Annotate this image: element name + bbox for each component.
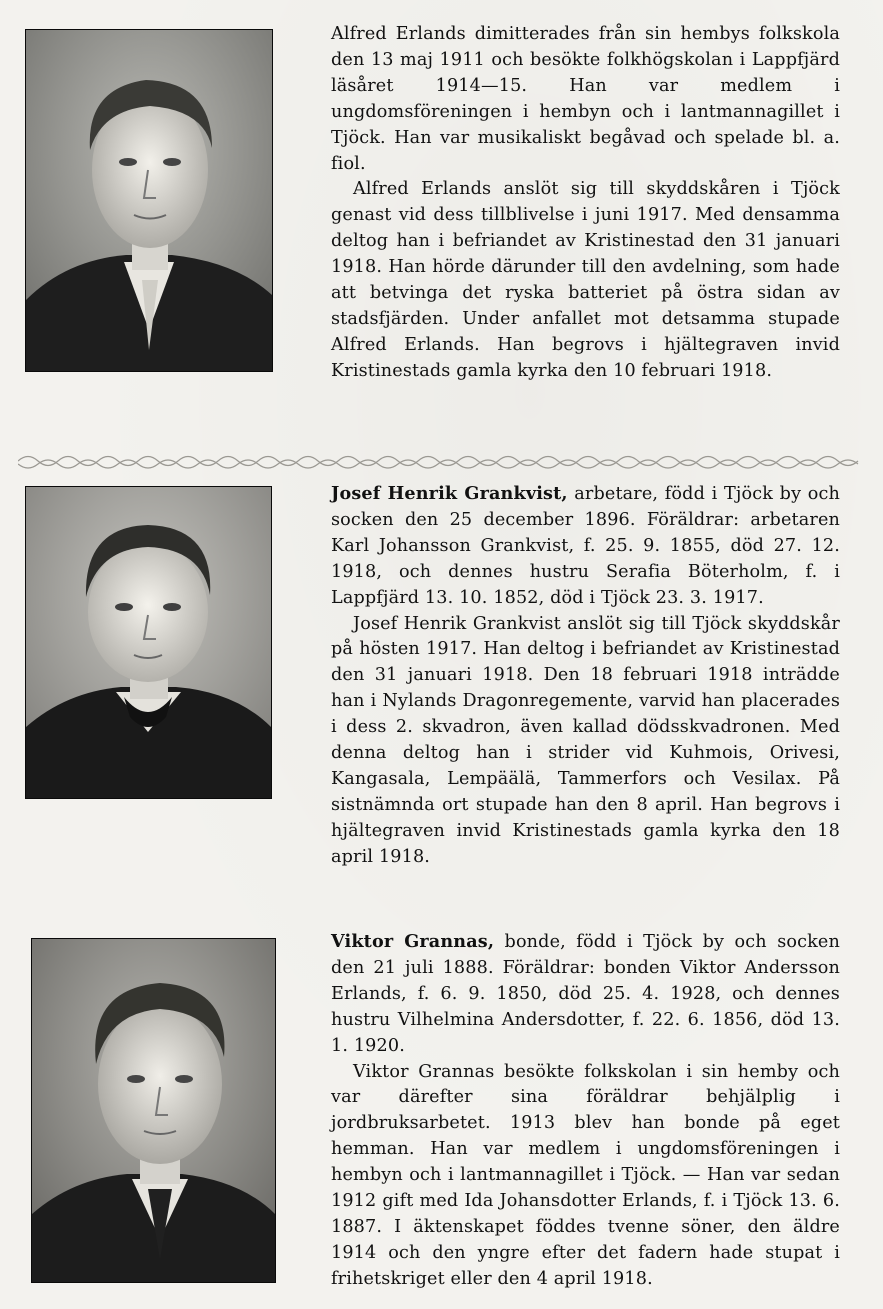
paragraph: Viktor Grannas besökte folkskolan i sin hemby och var därefter sina föräldrar behjälplig i jordbruksarbetet. 1913 blev han bonde på eget hemman. Han var medlem i ungdomsföreningen i hembyn och i lantmannagillet i Tjöck. — Han var sedan 1912 gift med Ida Johansdotter Erlands, f. i Tjöck 13. 6. 1887. I äktenskapet föddes tvenne söner, den äldre 1914 och den yngre efter det fadern hade stupat i frihetskriget eller den 4 april 1918. [331, 1061, 840, 1289]
paragraph-text: arbetare, född i Tjöck by och socken den 25 december 1896. Föräldrar: arbetaren Karl Johansson Grankvist, f. 25. 9. 1855, död 27. 12. 1918, och dennes hustru Serafia Böterholm, f. i Lappfjärd 13. 10. 1852, död i Tjöck 23. 3. 1917. [331, 484, 840, 608]
person-name: Viktor Grannas, [331, 931, 495, 952]
decorative-divider [18, 450, 868, 472]
portrait-josef-henrik-grankvist [25, 486, 272, 799]
person-name: Josef Henrik Grankvist, [331, 483, 568, 504]
entry-viktor-grannas [331, 929, 840, 1293]
paragraph: Alfred Erlands anslöt sig till skyddskåren i Tjöck genast vid dess tillblivelse i juni 1917. Med densamma deltog han i befriandet av Kristinestad den 31 januari 1918. Han hörde därunder till den avdelning, som hade att betvinga det ryska batteriet på östra sidan av stadsfjärden. Under anfallet mot detsamma stupade Alfred Erlands. Han begrovs i hjältegraven invid Kristinestads gamla kyrka den 10 februari 1918. [331, 179, 840, 381]
entry-alfred-erlands [331, 22, 840, 385]
paragraph [331, 929, 840, 1060]
paragraph: Josef Henrik Grankvist anslöt sig till Tjöck skyddskår på hösten 1917. Han deltog i befriandet av Kristinestad den 31 januari 1918. Den 18 februari 1918 inträdde han i Nylands Dragonregemente, varvid han placerades i dess 2. skvadron, även kallad dödsskvadronen. Med denna deltog han i strider vid Kuhmois, Orivesi, Kangasala, Lempäälä, Tammerfors och Vesilax. På sistnämnda ort stupade han den 8 april. Han begrovs i hjältegraven invid Kristinestads gamla kyrka den 18 april 1918. [331, 613, 840, 867]
paragraph [331, 481, 840, 612]
paragraph: Alfred Erlands dimitterades från sin hembys folkskola den 13 maj 1911 och besökte folkhögskolan i Lappfjärd läsåret 1914—15. Han var medlem i ungdomsföreningen i hembyn och i lantmannagillet i Tjöck. Han var musikaliskt begåvad och spelade bl. a. fiol. [331, 24, 840, 174]
portrait-alfred-erlands [25, 29, 273, 372]
portrait-viktor-grannas [31, 938, 276, 1283]
paragraph-text: bonde, född i Tjöck by och socken den 21 juli 1888. Föräldrar: bonden Viktor Andersson Erlands, f. 6. 9. 1850, död 25. 4. 1928, och dennes hustru Vilhelmina Andersdotter, f. 22. 6. 1856, död 13. 1. 1920. [331, 932, 840, 1056]
entry-josef-henrik-grankvist [331, 481, 840, 871]
